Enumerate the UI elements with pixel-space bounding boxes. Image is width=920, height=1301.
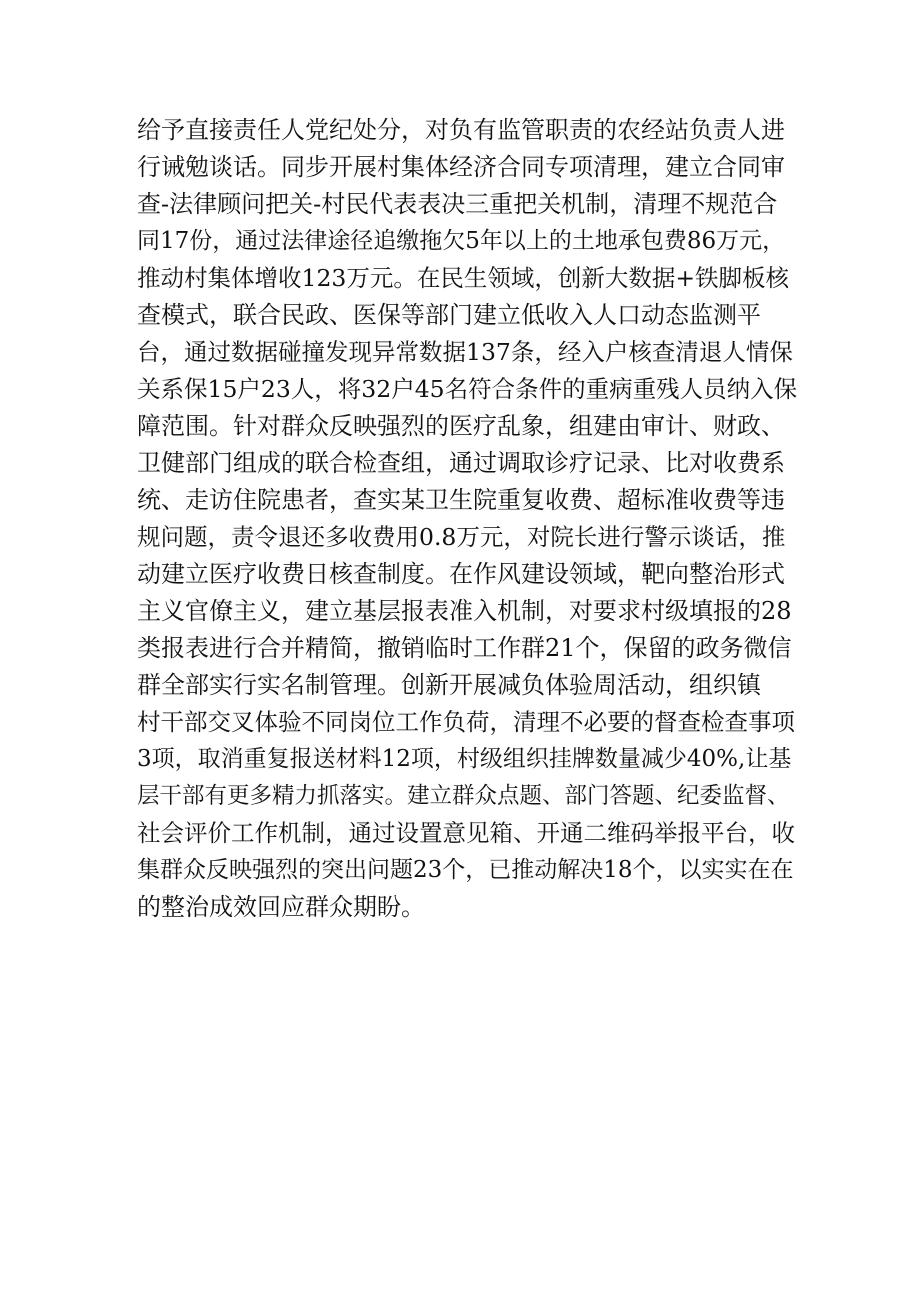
- text-line: 主义官僚主义，建立基层报表准入机制，对要求村级填报的28: [137, 597, 792, 625]
- text-line: 关系保15户23人，将32户45名符合条件的重病重残人员纳入保: [137, 375, 798, 403]
- text-line: 统、走访住院患者，查实某卫生院重复收费、超标准收费等违: [137, 486, 785, 514]
- text-line: 障范围。针对群众反映强烈的医疗乱象，组建由审计、财政、: [137, 412, 785, 440]
- text-line: 推动村集体增收123万元。在民生领域，创新大数据+铁脚板核: [137, 264, 790, 292]
- text-line: 集群众反映强烈的突出问题23个，已推动解决18个，以实实在在: [137, 857, 794, 883]
- text-line: 社会评价工作机制，通过设置意见箱、开通二维码举报平台，收: [137, 819, 795, 847]
- text-line: 类报表进行合并精简，撤销临时工作群21个，保留的政务微信: [137, 634, 792, 662]
- text-line: 层干部有更多精力抓落实。建立群众点题、部门答题、纪委监督、: [137, 783, 790, 809]
- text-line: 村干部交叉体验不同岗位工作负荷，清理不必要的督查检查事项: [137, 708, 795, 736]
- text-line: 给予直接责任人党纪处分，对负有监管职责的农经站负责人进: [137, 116, 785, 144]
- text-line: 的整治成效回应群众期盼。: [137, 893, 425, 921]
- text-line: 群全部实行实名制管理。创新开展减负体验周活动，组织镇: [137, 671, 761, 699]
- text-line: 动建立医疗收费日核查制度。在作风建设领域，靶向整治形式: [137, 560, 785, 588]
- text-line: 卫健部门组成的联合检查组，通过调取诊疗记录、比对收费系: [137, 449, 785, 477]
- text-line: 行诫勉谈话。同步开展村集体经济合同专项清理，建立合同审: [137, 153, 785, 181]
- text-line: 规问题，责令退还多收费用0.8万元，对院长进行警示谈话，推: [137, 523, 786, 551]
- text-line: 3项，取消重复报送材料12项，村级组织挂牌数量减少40%,让基: [137, 746, 792, 772]
- body-paragraph: [137, 112, 797, 926]
- text-line: 台，通过数据碰撞发现异常数据137条，经入户核查清退人情保: [137, 338, 793, 366]
- text-line: 同17份，通过法律途径追缴拖欠5年以上的土地承包费86万元，: [137, 228, 786, 254]
- text-line: 查模式，联合民政、医保等部门建立低收入人口动态监测平: [137, 301, 761, 329]
- text-line: 查-法律顾问把关-村民代表表决三重把关机制，清理不规范合: [137, 190, 778, 218]
